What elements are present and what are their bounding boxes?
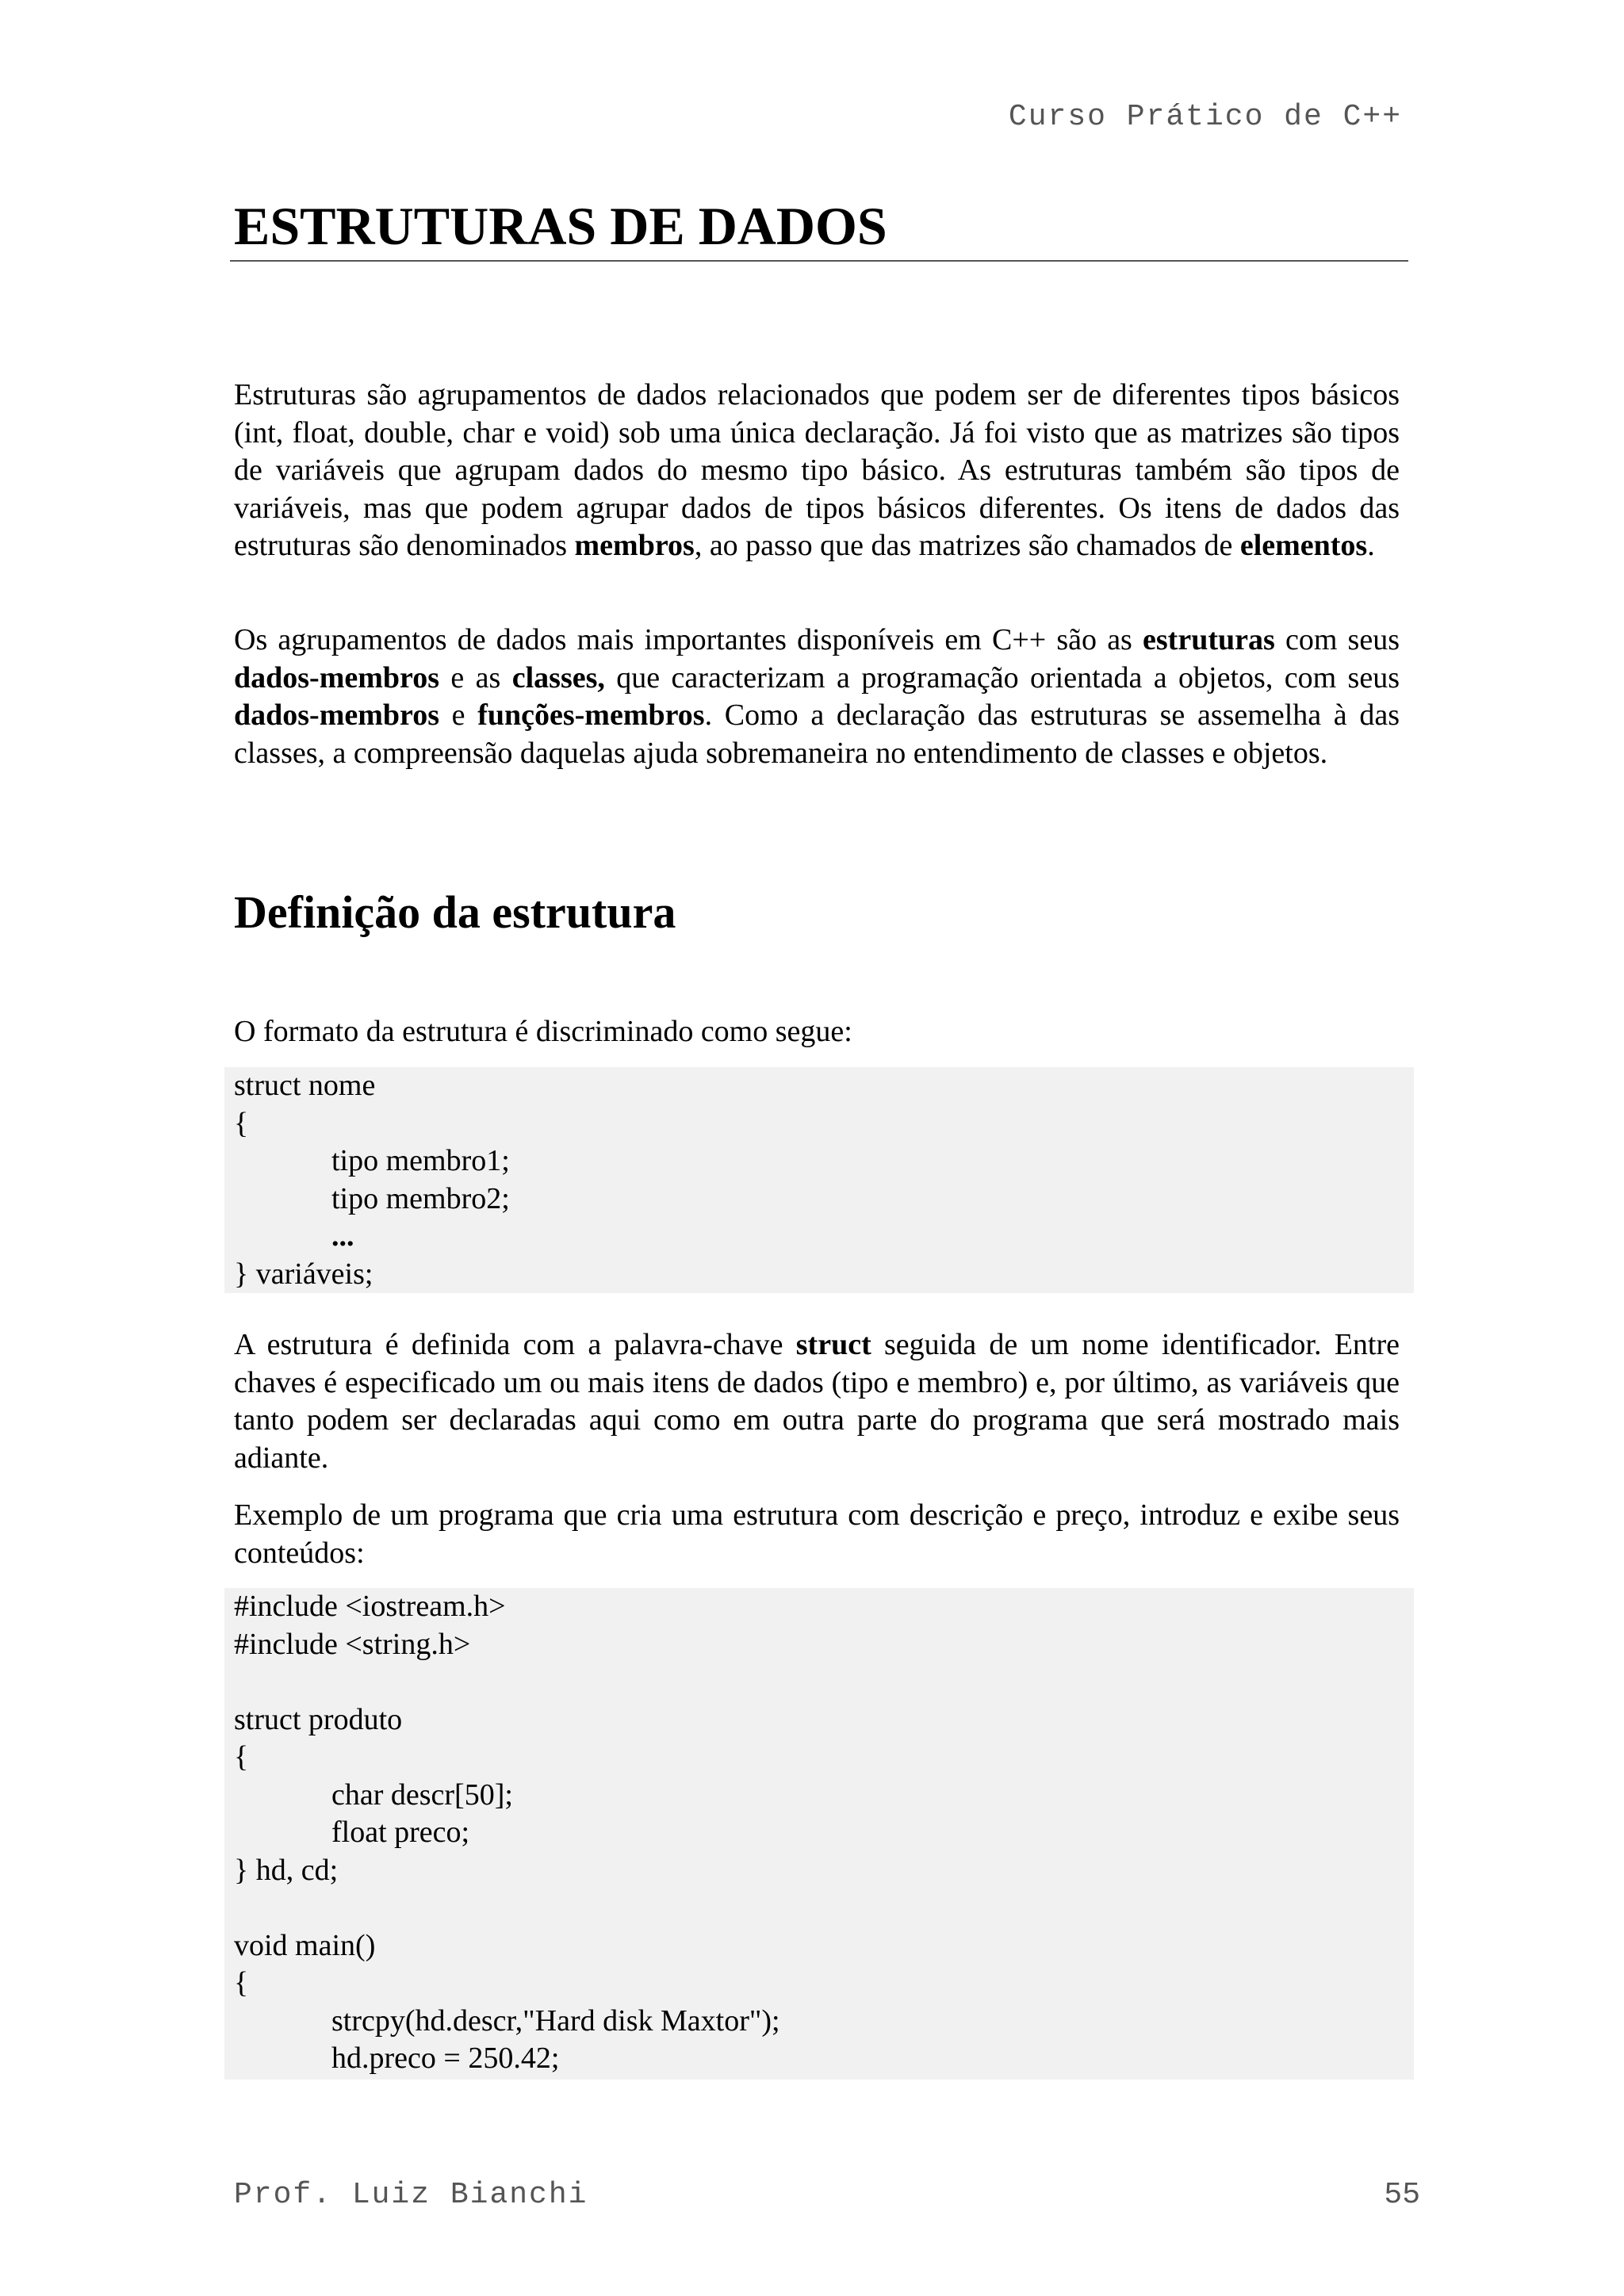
bold-term: membros xyxy=(574,529,695,562)
code-line: tipo membro1; xyxy=(331,1144,510,1177)
format-intro-text: O formato da estrutura é discriminado como segue: xyxy=(234,1015,852,1048)
format-code-block xyxy=(224,1067,1414,1293)
footer-author: Prof. Luiz Bianchi xyxy=(234,2178,588,2212)
code-line: char descr[50]; xyxy=(331,1777,513,1812)
code-line xyxy=(234,1889,1414,1927)
code-line: float preco; xyxy=(331,1816,470,1849)
chapter-title: ESTRUTURAS DE DADOS xyxy=(234,196,887,256)
example-intro-paragraph: Exemplo de um programa que cria uma estrutura com descrição e preço, introduz e exibe seus conteúdos: xyxy=(234,1498,1400,1570)
code-line: ... xyxy=(331,1219,354,1253)
bold-term: dados-membros xyxy=(234,660,439,695)
bold-term: estruturas xyxy=(1143,623,1275,656)
code-line: { xyxy=(234,1740,249,1774)
code-line xyxy=(234,1663,1414,1701)
section-title: Definição da estrutura xyxy=(234,886,676,938)
struct-explanation-paragraph: A estrutura é definida com a palavra-chave struct seguida de um nome identificador. Entre chaves é especificado um ou mais itens de dados (tipo e membro) e, por último, as variáveis que tanto podem ser declaradas aqui como em outra parte do programa que será mostrado mais adiante. xyxy=(234,1328,1400,1475)
code-line: hd.preco = 250.42; xyxy=(331,2042,560,2075)
bold-term: classes, xyxy=(511,660,605,695)
code-line: { xyxy=(234,1966,249,1999)
title-underline xyxy=(230,260,1408,262)
code-line: #include <iostream.h> xyxy=(234,1590,506,1623)
intro-paragraph-1: Estruturas são agrupamentos de dados relacionados que podem ser de diferentes tipos básicos (int, float, double, char e void) sob uma única declaração. Já foi visto que as matrizes são tipos de variáveis que agrupam dados do mesmo tipo básico. As estruturas também são tipos de variáveis, mas que podem agrupar dados de tipos básicos diferentes. Os itens de dados das estruturas são denominados membros, ao passo que das matrizes são chamados de elementos. xyxy=(234,378,1400,562)
code-line: void main() xyxy=(234,1928,376,1962)
code-line: #include <string.h> xyxy=(234,1627,471,1661)
code-line: strcpy(hd.descr,"Hard disk Maxtor"); xyxy=(331,2003,780,2038)
code-line: { xyxy=(234,1106,249,1140)
running-header: Curso Prático de C++ xyxy=(1008,100,1402,134)
code-line: } variáveis; xyxy=(234,1257,373,1291)
bold-term: funções-membros xyxy=(477,698,705,732)
bold-term: struct xyxy=(795,1328,871,1361)
code-line: struct nome xyxy=(234,1069,376,1102)
bold-term: elementos xyxy=(1239,529,1368,562)
code-line: tipo membro2; xyxy=(331,1181,510,1215)
intro-paragraph-2: Os agrupamentos de dados mais importantes disponíveis em C++ são as estruturas com seus dados-membros e as classes, que caracterizam a programação orientada a objetos, com seus dados-membros e funções-membros. Como a declaração das estruturas se assemelha à das classes, a compreensão daquelas ajuda sobremaneira no entendimento de classes e objetos. xyxy=(234,623,1400,770)
code-line: } hd, cd; xyxy=(234,1853,339,1887)
example-code-block xyxy=(224,1588,1414,2080)
code-line: struct produto xyxy=(234,1702,403,1736)
bold-term: dados-membros xyxy=(234,698,439,732)
page-number: 55 xyxy=(1384,2178,1420,2212)
